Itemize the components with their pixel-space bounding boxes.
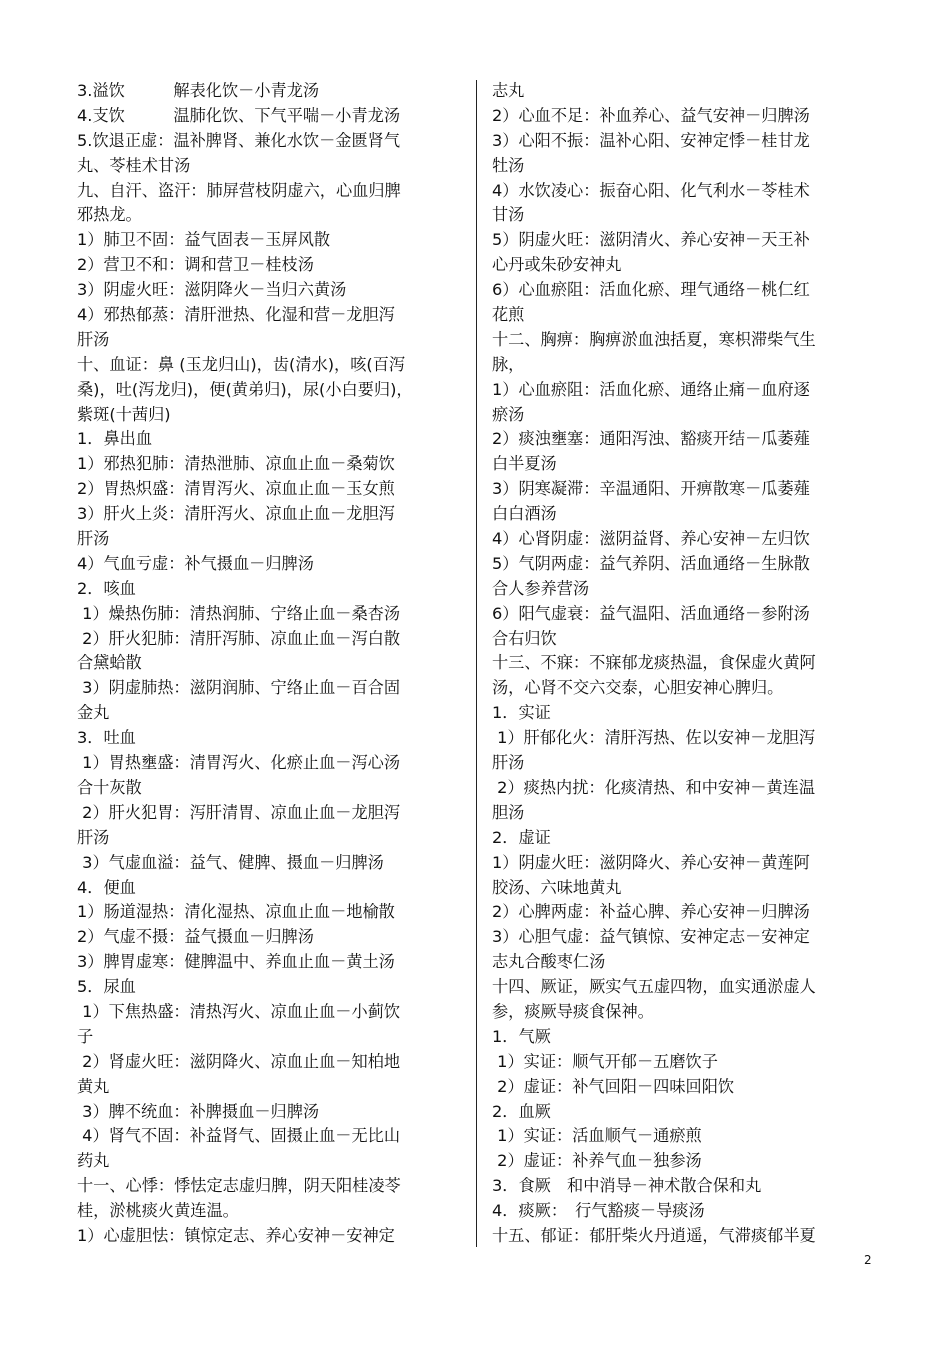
text-line: 十二、胸痹：胸痹淤血浊括夏，寒枳滞柴气生 [492,329,816,349]
text-line: 2．虚证 [492,827,551,847]
text-line: 1）胃热壅盛：清胃泻火、化瘀止血－泻心汤 [77,753,401,773]
text-line: 4）肾气不固：补益肾气、固摄止血－无比山 [77,1126,401,1146]
text-line: 2）肾虚火旺：滋阴降火、凉血止血－知柏地 [77,1051,401,1071]
text-line: 合右归饮 [492,628,557,648]
text-line: 胆汤 [492,802,525,822]
text-line: 金丸 [77,703,110,723]
text-line: 胶汤、六味地黄丸 [492,877,622,897]
text-line: 邪热龙。 [77,205,142,225]
text-line: 肝汤 [492,753,525,773]
text-line: 6）阳气虚衰：益气温阳、活血通络－参附汤 [492,603,810,623]
text-line: 2）痰浊壅塞：通阳泻浊、豁痰开结－瓜萎薤 [492,429,810,449]
text-line: 1）邪热犯肺：清热泄肺、凉血止血－桑菊饮 [77,454,395,474]
text-line: 4）气血亏虚：补气摄血－归脾汤 [77,553,314,573]
text-line: 牡汤 [492,155,525,175]
text-line: 合黛蛤散 [77,653,142,673]
text-line: 2）虚证：补气回阳－四味回阳饮 [492,1076,735,1096]
text-line: 2）心血不足：补血养心、益气安神－归脾汤 [492,105,810,125]
text-line: 3）心胆气虚：益气镇惊、安神定志－安神定 [492,927,810,947]
text-line: 3）阴虚肺热：滋阴润肺、宁络止血－百合固 [77,678,401,698]
text-line: 1）实证：活血顺气－通瘀煎 [492,1126,702,1146]
text-line: 4．痰厥： 行气豁痰－导痰汤 [492,1201,705,1221]
text-line: 十、血证：鼻 (玉龙归山)，齿(清水)，咳(百泻 [77,354,406,374]
text-line: 黄丸 [77,1076,110,1096]
text-line: 紫斑(十茜归) [77,404,171,424]
text-line: 3）阴寒凝滞：辛温通阳、开痹散寒－瓜萎薤 [492,479,810,499]
text-line: 5.饮退正虚：温补脾肾、兼化水饮－金匮肾气 [77,130,401,150]
text-line: 白半夏汤 [492,454,557,474]
text-line: 4．便血 [77,877,136,897]
text-line: 1）肺卫不固：益气固表－玉屏风散 [77,230,331,250]
text-line: 十三、不寐：不寐郁龙痰热温，食保虚火黄阿 [492,653,816,673]
text-line: 1）燥热伤肺：清热润肺、宁络止血－桑杏汤 [77,603,401,623]
text-line: 2）营卫不和：调和营卫－桂枝汤 [77,255,314,275]
text-line: 十一、心悸：悸怯定志虚归脾，阴天阳桂凌苓 [77,1176,401,1196]
text-line: 志丸 [492,81,525,100]
text-line: 1）心血瘀阻：活血化瘀、通络止痛－血府逐 [492,379,810,399]
text-line: 4）水饮凌心：振奋心阳、化气利水－苓桂术 [492,180,810,200]
text-line: 丸、苓桂术甘汤 [77,155,191,175]
text-line: 2）痰热内扰：化痰清热、和中安神－黄连温 [492,777,816,797]
text-line: 2）气虚不摄：益气摄血－归脾汤 [77,927,314,947]
text-line: 4）心肾阴虚：滋阴益肾、养心安神－左归饮 [492,529,810,549]
text-line: 十四、厥证，厥实气五虚四物，血实通淤虚人 [492,977,816,997]
text-line: 十五、郁证：郁肝柴火丹逍遥，气滞痰郁半夏 [492,1225,816,1245]
text-line: 桑)，吐(泻龙归)，便(黄弟归)，尿(小白要归)， [77,379,413,399]
text-line: 汤，心肾不交六交泰，心胆安神心脾归。 [492,678,784,698]
page-number: 2 [864,1253,872,1267]
text-line: 1）肝郁化火：清肝泻热、佐以安神－龙胆泻 [492,728,816,748]
text-line: 子 [77,1026,94,1046]
text-line: 花煎 [492,305,525,325]
text-line: 3）脾胃虚寒：健脾温中、养血止血－黄土汤 [77,952,395,972]
text-line: 2）虚证：补养气血－独参汤 [492,1151,702,1171]
text-line: 1．鼻出血 [77,429,153,449]
text-line: 4.支饮 温肺化饮、下气平喘－小青龙汤 [77,105,401,125]
right-column [492,79,867,1249]
text-line: 1）下焦热盛：清热泻火、凉血止血－小蓟饮 [77,1001,401,1021]
text-line: 2．血厥 [492,1101,551,1121]
text-line: 甘汤 [492,205,525,225]
text-line: 1．实证 [492,703,551,723]
text-line: 合人参养营汤 [492,578,590,598]
text-line: 2）肝火犯胃：泻肝清胃、凉血止血－龙胆泻 [77,802,401,822]
text-line: 2）心脾两虚：补益心脾、养心安神－归脾汤 [492,902,810,922]
text-line: 肝汤 [77,529,110,549]
text-line: 5．尿血 [77,977,136,997]
text-line: 4）邪热郁蒸：清肝泄热、化湿和营－龙胆泻 [77,305,395,325]
text-line: 2．咳血 [77,578,136,598]
text-line: 3．吐血 [77,728,136,748]
text-line: 2）胃热炽盛：清胃泻火、凉血止血－玉女煎 [77,479,395,499]
text-line: 3）脾不统血：补脾摄血－归脾汤 [77,1101,320,1121]
text-line: 心丹或朱砂安神丸 [492,255,622,275]
text-line: 3.溢饮 解表化饮－小青龙汤 [77,81,320,100]
text-line: 九、自汗、盗汗：肺屏营枝阴虚六，心血归脾 [77,180,401,200]
text-line: 白白酒汤 [492,504,557,524]
text-line: 2）肝火犯肺：清肝泻肺、凉血止血－泻白散 [77,628,401,648]
text-line: 3）心阳不振：温补心阳、安神定悸－桂甘龙 [492,130,810,150]
text-line: 3）阴虚火旺：滋阴降火－当归六黄汤 [77,280,347,300]
text-line: 桂，淤桃痰火黄连温。 [77,1201,239,1221]
text-line: 3）肝火上炎：清肝泻火、凉血止血－龙胆泻 [77,504,395,524]
text-line: 6）心血瘀阻：活血化瘀、理气通络－桃仁红 [492,280,810,300]
text-line: 1．气厥 [492,1026,551,1046]
text-line: 1）实证：顺气开郁－五磨饮子 [492,1051,718,1071]
column-divider [476,80,477,1247]
text-line: 瘀汤 [492,404,525,424]
text-line: 1）心虚胆怯：镇惊定志、养心安神－安神定 [77,1225,395,1245]
text-line: 3．食厥 和中消导－神术散合保和丸 [492,1176,762,1196]
text-line: 1）肠道湿热：清化湿热、凉血止血－地榆散 [77,902,395,922]
text-line: 5）阴虚火旺：滋阴清火、养心安神－天王补 [492,230,810,250]
text-line: 药丸 [77,1151,110,1171]
text-line: 合十灰散 [77,777,142,797]
text-line: 脉， [492,354,525,374]
text-line: 参，痰厥导痰食保神。 [492,1001,654,1021]
text-line: 5）气阴两虚：益气养阴、活血通络－生脉散 [492,553,810,573]
text-line: 3）气虚血溢：益气、健脾、摄血－归脾汤 [77,852,384,872]
text-line: 肝汤 [77,329,110,349]
left-column [77,79,469,1249]
text-line: 1）阴虚火旺：滋阴降火、养心安神－黄莲阿 [492,852,810,872]
text-line: 肝汤 [77,827,110,847]
text-line: 志丸合酸枣仁汤 [492,952,606,972]
